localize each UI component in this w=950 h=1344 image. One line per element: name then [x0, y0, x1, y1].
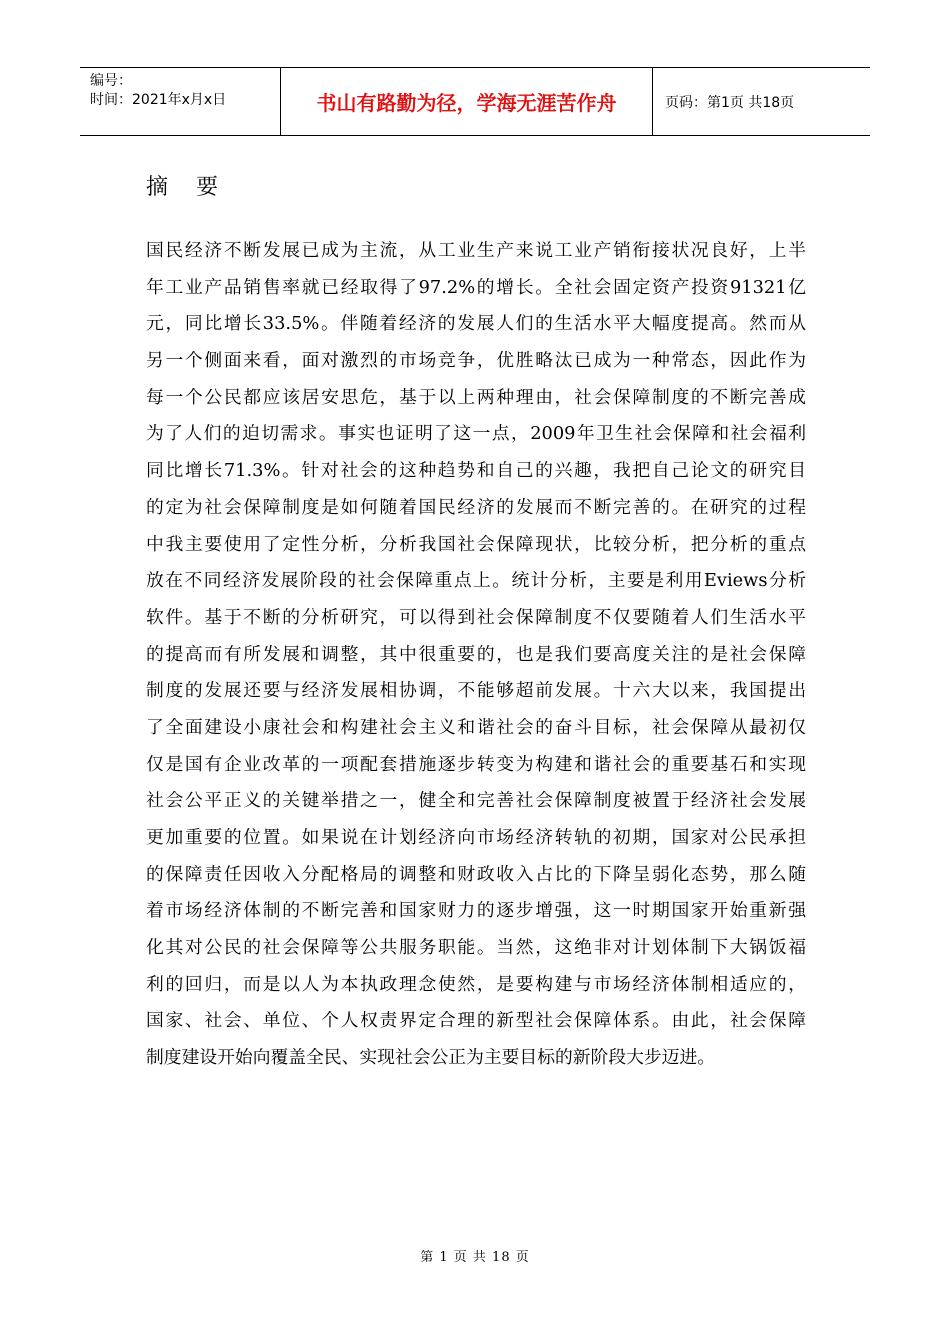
abstract-line: 了全面建设小康社会和构建社会主义和谐社会的奋斗目标，社会保障从最初仅 — [146, 716, 806, 738]
abstract-line: 放在不同经济发展阶段的社会保障重点上。统计分析，主要是利用Eviews分析 — [146, 570, 806, 592]
abstract-line: 制度建设开始向覆盖全民、实现社会公正为主要目标的新阶段大步迈进。 — [146, 1047, 716, 1069]
header-meta-cell — [80, 68, 281, 135]
abstract-line: 中我主要使用了定性分析，分析我国社会保障现状，比较分析，把分析的重点 — [146, 533, 806, 555]
abstract-line: 社会公平正义的关键举措之一，健全和完善社会保障制度被置于经济社会发展 — [146, 790, 806, 812]
abstract-line: 每一个公民都应该居安思危，基于以上两种理由，社会保障制度的不断完善成 — [146, 386, 806, 408]
abstract-line: 制度的发展还要与经济发展相协调，不能够超前发展。十六大以来，我国提出 — [146, 680, 806, 702]
abstract-line: 同比增长71.3%。针对社会的这种趋势和自己的兴趣，我把自己论文的研究目 — [146, 460, 806, 482]
abstract-line: 另一个侧面来看，面对激烈的市场竞争，优胜略汰已成为一种常态，因此作为 — [146, 350, 806, 372]
abstract-line: 的提高而有所发展和调整，其中很重要的，也是我们要高度关注的是社会保障 — [146, 643, 806, 665]
document-date-label: 时间：2021年x月x日 — [90, 92, 227, 108]
page-footer: 第 1 页 共 18 页 — [420, 1250, 530, 1265]
abstract-line: 化其对公民的社会保障等公共服务职能。当然，这绝非对计划体制下大锅饭福 — [146, 937, 806, 959]
abstract-line: 仅是国有企业改革的一项配套措施逐步转变为构建和谐社会的重要基石和实现 — [146, 753, 806, 775]
abstract-line: 的定为社会保障制度是如何随着国民经济的发展而不断完善的。在研究的过程 — [146, 496, 806, 518]
header-page-info: 页码：第1页 共18页 — [665, 94, 795, 111]
abstract-line: 元，同比增长33.5%。伴随着经济的发展人们的生活水平大幅度提高。然而从 — [146, 313, 806, 335]
abstract-line: 年工业产品销售率就已经取得了97.2%的增长。全社会固定资产投资91321亿 — [146, 276, 806, 298]
abstract-line: 国家、社会、单位、个人权责界定合理的新型社会保障体系。由此，社会保障 — [146, 1010, 806, 1032]
abstract-line: 利的回归，而是以人为本执政理念使然，是要构建与市场经济体制相适应的， — [146, 973, 806, 995]
abstract-line: 着市场经济体制的不断完善和国家财力的逐步增强，这一时期国家开始重新强 — [146, 900, 806, 922]
abstract-line: 国民经济不断发展已成为主流，从工业生产来说工业产销衔接状况良好，上半 — [146, 240, 806, 261]
abstract-line: 更加重要的位置。如果说在计划经济向市场经济转轨的初期，国家对公民承担 — [146, 827, 806, 848]
abstract-line: 软件。基于不断的分析研究，可以得到社会保障制度不仅要随着人们生活水平 — [146, 606, 806, 628]
header-motto: 书山有路勤为径，学海无涯苦作舟 — [281, 68, 653, 135]
abstract-title: 摘要 — [146, 175, 247, 200]
abstract-body — [146, 233, 806, 1077]
abstract-line: 的保障责任因收入分配格局的调整和财政收入占比的下降呈弱化态势，那么随 — [146, 863, 806, 885]
document-header — [80, 67, 870, 136]
abstract-line: 为了人们的迫切需求。事实也证明了这一点，2009年卫生社会保障和社会福利 — [146, 423, 806, 445]
document-number-label: 编号： — [90, 73, 132, 89]
